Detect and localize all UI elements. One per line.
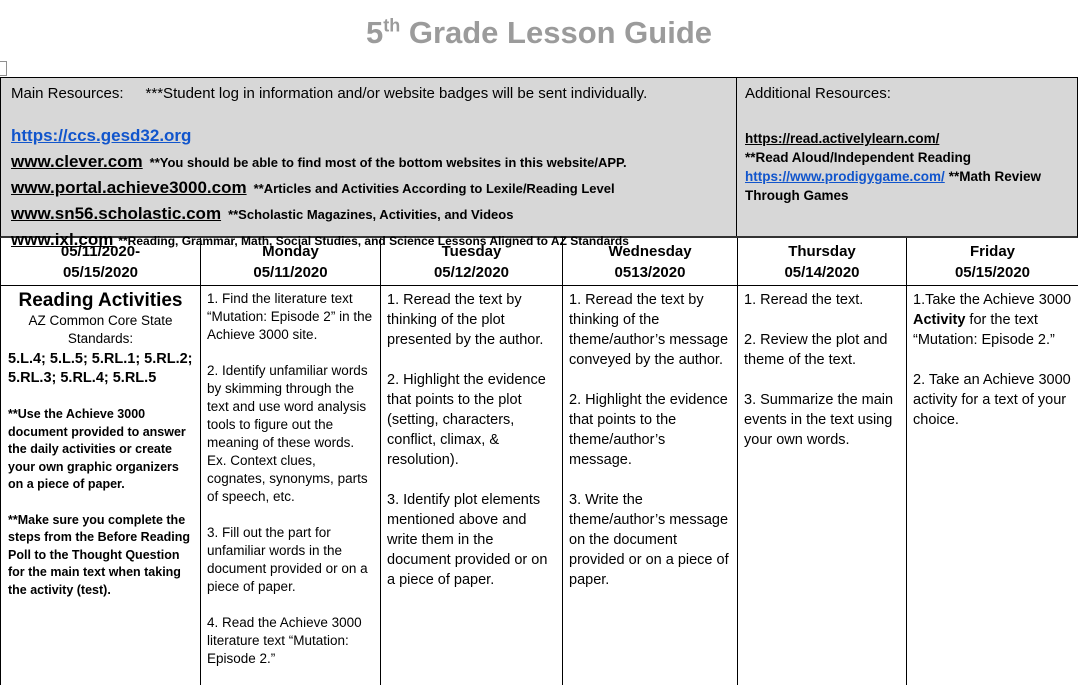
header-friday: Friday 05/15/2020 <box>907 238 1078 286</box>
reading-standards-list: 5.L.4; 5.L.5; 5.RL.1; 5.RL.2; 5.RL.3; 5.RL.4; 5.RL.5 <box>8 351 193 386</box>
clever-annotation: **You should be able to find most of the bottom websites in this website/APP. <box>149 155 627 170</box>
reading-activities-cell <box>1 286 201 685</box>
link-clever[interactable]: www.clever.com <box>11 152 143 171</box>
page-edge-handle <box>0 61 7 76</box>
additional-resources-cell <box>737 78 1077 236</box>
prodigygame-annotation: **Math Review Through Games <box>745 169 1042 203</box>
monday-task-1: 1. Find the literature text “Mutation: Episode 2” in the Achieve 3000 site. <box>207 291 373 342</box>
monday-task-4: 4. Read the Achieve 3000 literature text “Mutation: Episode 2.” <box>207 615 362 666</box>
link-row-activelylearn <box>745 129 1069 148</box>
header-monday: Monday 05/11/2020 <box>201 238 381 286</box>
header-week-range: 05/11/2020- 05/15/2020 <box>1 238 201 286</box>
achieve3000-annotation: **Articles and Activities According to Lexile/Reading Level <box>253 181 615 196</box>
link-ixl[interactable]: www.ixl.com <box>11 230 114 249</box>
reading-note-achieve: **Use the Achieve 3000 document provided to answer the daily activities or create your own graphic organizers on a piece of paper. <box>8 407 186 491</box>
additional-resources-heading: Additional Resources: <box>745 85 891 102</box>
thursday-cell <box>738 286 907 685</box>
main-resources-note: ***Student log in information and/or website badges will be sent individually. <box>145 85 648 102</box>
wednesday-cell <box>563 286 738 685</box>
tuesday-task-1: 1. Reread the text by thinking of the plot presented by the author. <box>387 292 544 348</box>
wednesday-task-1: 1. Reread the text by thinking of the theme/author’s message conveyed by the author. <box>569 292 729 368</box>
tuesday-task-2: 2. Highlight the evidence that points to the plot (setting, characters, conflict, climax, & resolution). <box>387 372 546 468</box>
reading-standards-label: AZ Common Core State Standards: <box>28 313 173 346</box>
monday-cell <box>201 286 381 685</box>
page-title: 5th Grade Lesson Guide <box>365 15 713 50</box>
tuesday-cell <box>381 286 563 685</box>
link-prodigygame[interactable]: https://www.prodigygame.com/ <box>745 169 945 184</box>
scholastic-annotation: **Scholastic Magazines, Activities, and Videos <box>228 207 514 222</box>
friday-task-2: 2. Take an Achieve 3000 activity for a text of your choice. <box>913 372 1071 428</box>
link-row-scholastic <box>11 201 726 227</box>
monday-task-3: 3. Fill out the part for unfamiliar words in the document provided or on a piece of paper. <box>207 525 368 594</box>
title-superscript: th <box>383 15 401 36</box>
activelylearn-annotation: **Read Aloud/Independent Reading <box>745 150 972 165</box>
wednesday-task-2: 2. Highlight the evidence that points to the theme/author’s message. <box>569 392 728 468</box>
thursday-task-1: 1. Reread the text. <box>744 292 864 308</box>
main-resources-heading: Main Resources: <box>11 85 124 102</box>
tuesday-task-3: 3. Identify plot elements mentioned above and write them in the document provided or on a piece of paper. <box>387 492 548 588</box>
friday-task-1: 1.Take the Achieve 3000 Activity for the text “Mutation: Episode 2.” <box>913 292 1072 348</box>
link-scholastic[interactable]: www.sn56.scholastic.com <box>11 204 222 223</box>
friday-activity-bold: Activity <box>913 312 966 328</box>
header-thursday: Thursday 05/14/2020 <box>738 238 907 286</box>
reading-note-steps: **Make sure you complete the steps from the Before Reading Poll to the Thought Question for the main text when taking the activity (test). <box>8 512 190 597</box>
wednesday-task-3: 3. Write the theme/author’s message on the document provided or on a piece of paper. <box>569 492 729 588</box>
thursday-task-3: 3. Summarize the main events in the text using your own words. <box>744 392 894 448</box>
link-row-prodigygame <box>745 167 1069 205</box>
main-resources-links <box>11 123 726 254</box>
title-bar <box>0 0 1078 77</box>
header-tuesday: Tuesday 05/12/2020 <box>381 238 563 286</box>
additional-resources-links <box>745 129 1069 205</box>
link-achieve3000[interactable]: www.portal.achieve3000.com <box>11 178 247 197</box>
header-wednesday: Wednesday 0513/2020 <box>563 238 738 286</box>
main-resources-heading-line <box>11 85 726 102</box>
link-activelylearn[interactable]: https://read.activelylearn.com/ <box>745 131 940 146</box>
ixl-annotation: **Reading, Grammar, Math, Social Studies, and Science Lessons Aligned to AZ Standards <box>118 234 629 248</box>
resources-section <box>0 77 1078 249</box>
link-row-clever <box>11 149 726 175</box>
link-ccs-gesd32[interactable]: https://ccs.gesd32.org <box>11 126 192 145</box>
schedule-table <box>0 238 1078 685</box>
main-resources-cell <box>1 78 737 249</box>
link-row-achieve3000 <box>11 175 726 201</box>
monday-task-2: 2. Identify unfamiliar words by skimming through the text and use word analysis tools to figure out the meaning of these words. Ex. Context clues, cognates, synonyms, parts of speech, etc. <box>207 363 368 504</box>
reading-activities-title: Reading Activities <box>18 290 183 311</box>
link-row-ccs <box>11 123 726 149</box>
friday-cell <box>907 286 1078 685</box>
thursday-task-2: 2. Review the plot and theme of the text. <box>744 332 888 368</box>
